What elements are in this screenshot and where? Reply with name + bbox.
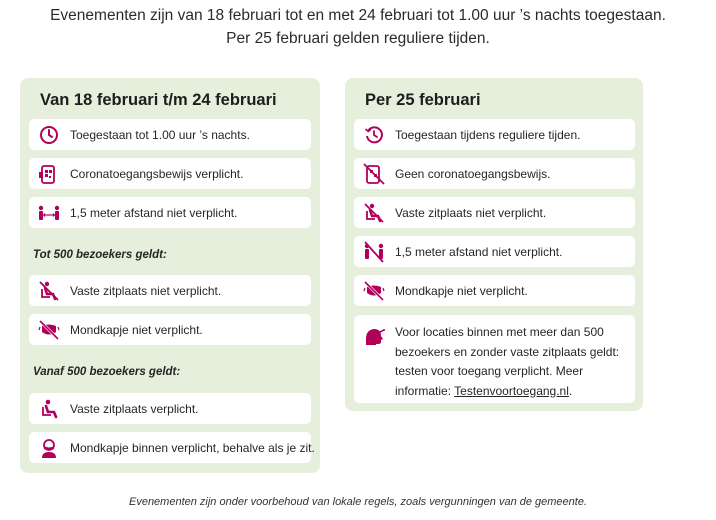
seat-icon — [37, 397, 61, 421]
list-item: Mondkapje binnen verplicht, behalve als je zit. — [29, 432, 311, 463]
clock-return-icon — [362, 123, 386, 147]
list-item: 1,5 meter afstand niet verplicht. — [354, 236, 635, 267]
intro-text — [0, 4, 716, 50]
no-distance-icon — [362, 240, 386, 264]
distance-icon — [37, 201, 61, 225]
panel-title: Per 25 februari — [365, 91, 481, 109]
no-mask-icon — [362, 279, 386, 303]
group-heading-under-500: Tot 500 bezoekers geldt: — [33, 249, 167, 261]
panel-from-feb-25 — [345, 78, 643, 411]
test-swab-icon — [362, 324, 386, 348]
group-heading-from-500: Vanaf 500 bezoekers geldt: — [33, 366, 181, 378]
test-requirement-text: Voor locaties binnen met meer dan 500 bezoekers en zonder vaste zitplaats geldt: testen voor toegang verplicht. Meer informatie: — [395, 325, 620, 398]
list-item: Vaste zitplaats verplicht. — [29, 393, 311, 424]
test-requirement-end: . — [568, 383, 573, 398]
intro-line-1: Evenementen zijn van 18 februari tot en met 24 februari tot 1.00 uur ’s nachts toegestaan. — [50, 7, 666, 24]
list-item: Vaste zitplaats niet verplicht. — [354, 197, 635, 228]
list-item: Toegestaan tot 1.00 uur ’s nachts. — [29, 119, 311, 150]
no-mask-icon — [37, 318, 61, 342]
panel-title: Van 18 februari t/m 24 februari — [40, 91, 277, 109]
no-qr-phone-icon — [362, 162, 386, 186]
footer-note: Evenementen zijn onder voorbehoud van lokale regels, zoals vergunningen van de gemeente. — [128, 496, 588, 508]
clock-icon — [37, 123, 61, 147]
list-item: Geen coronatoegangsbewijs. — [354, 158, 635, 189]
test-requirement-item — [354, 315, 635, 403]
list-item: Toegestaan tijdens reguliere tijden. — [354, 119, 635, 150]
list-item: 1,5 meter afstand niet verplicht. — [29, 197, 311, 228]
panel-feb-18-24 — [20, 78, 320, 473]
testenvoortoegang-link[interactable]: Testenvoortoegang.nl — [454, 383, 569, 398]
mask-icon — [37, 436, 61, 460]
qr-phone-icon — [37, 162, 61, 186]
list-item: Mondkapje niet verplicht. — [354, 275, 635, 306]
list-item: Vaste zitplaats niet verplicht. — [29, 275, 311, 306]
no-seat-icon — [362, 201, 386, 225]
list-item: Coronatoegangsbewijs verplicht. — [29, 158, 311, 189]
list-item: Mondkapje niet verplicht. — [29, 314, 311, 345]
intro-line-2: Per 25 februari gelden reguliere tijden. — [226, 30, 490, 47]
no-seat-icon — [37, 279, 61, 303]
